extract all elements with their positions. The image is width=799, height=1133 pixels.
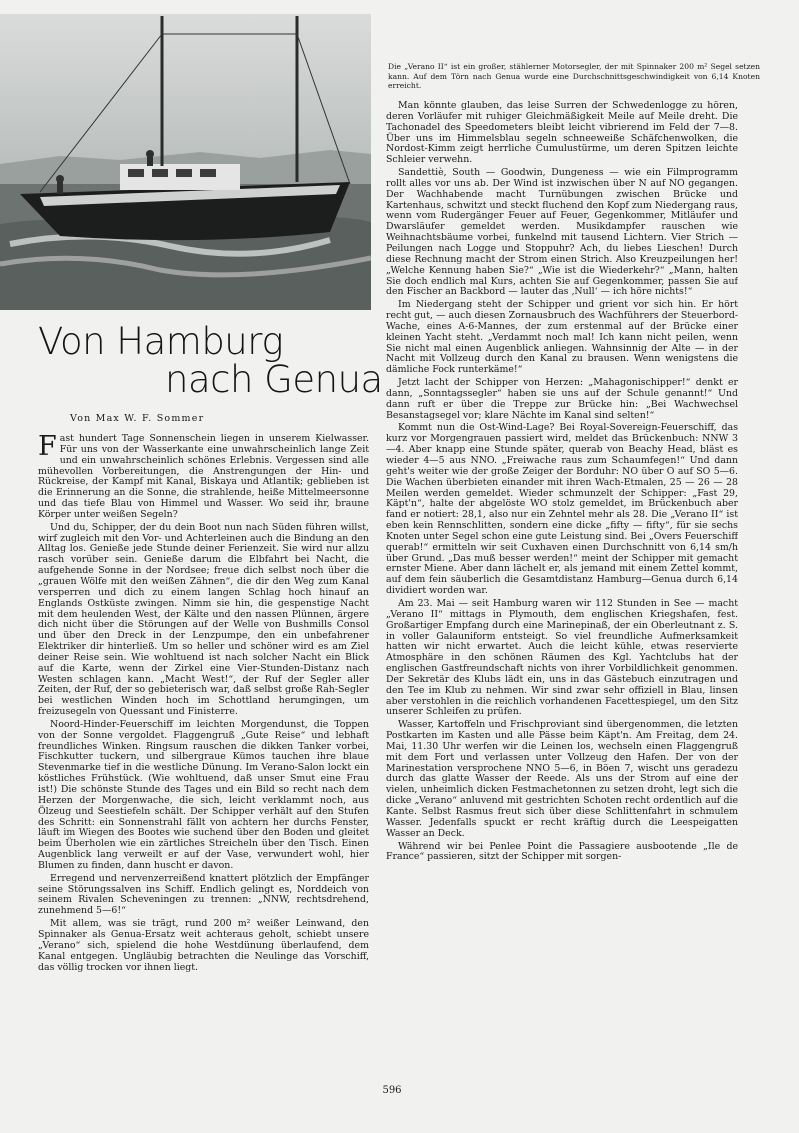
paragraph: Noord-Hinder-Feuerschiff im leichten Morgendunst, die Toppen von der Sonne vergoldet. Flaggengruß „Gute Reise“ und lebhaft freundliches Winken. Ringsum rauschen die dikken Tanker vorbei, Fischkutter tuckern, und silbergraue Kümos tauchen ihre blaue Stevenmarke tief in die westliche Dünung. Im Verano-Salon lockt ein köstliches Frühstück. (Wie wohltuend, daß unser Smut eine Frau ist!) Die schönste Stunde des Tages und ein Bild so recht nach dem Herzen der Morgenwache, die sich, leicht verklammt noch, aus Ölzeug und Seestiefeln schält. Der Schipper verhält auf den Stufen des Schritt: ein Sonnenstrahl fällt von achtern her durchs Fenster, läuft im Wiegen des Bootes wie suchend über den Boden und gleitet beim Überholen wie ein zärtliches Streicheln über den Tisch. Einen Augenblick lang verweilt er auf der Vase, verwundert wohl, hier Blumen zu finden, dann huscht er davon.: [38, 718, 369, 871]
paragraph: Fast hundert Tage Sonnenschein liegen in unserem Kielwasser. Für uns von der Wasserkante eine unwahrscheinlich lange Zeit und ein unwahrscheinlich schönes Erlebnis. Vergessen sind alle mühevollen Vorbereitungen, die Anstrengungen der Hin- und Rückreise, der Kampf mit Kanal, Biskaya und Atlantik; geblieben ist die Erinnerung an die Sonne, die strahlende, heiße Mittelmeersonne und das tiefe Blau von Himmel und Wasser. Wo seid ihr, braune Körper unter weißen Segeln?: [38, 434, 369, 520]
paragraph: Während wir bei Penlee Point die Passagiere ausbootende „Ile de France“ passieren, sitzt der Schipper mit sorgen-: [386, 840, 738, 863]
paragraph: Mit allem, was sie trägt, rund 200 m² weißer Leinwand, den Spinnaker als Genua-Ersatz weit achteraus geholt, schiebt unsere „Verano“ sich, spielend die hohe Westdünung überlaufend, dem Kanal entgegen. Ungläubig betrachten die Neulinge das Vorschiff, das völlig trocken vor ihnen liegt.: [38, 918, 369, 973]
paragraph: Am 23. Mai — seit Hamburg waren wir 112 Stunden in See — macht „Verano II“ mittags in Plymouth, dem englischen Kriegshafen, fest. Großartiger Empfang durch eine Marinepinaß, der ein Oberleutnant z. S. in voller Galauniform entsteigt. So viel freundliche Aufmerksamkeit hatten wir nicht erwartet. Auch die leicht kühle, etwas reservierte Atmosphäre in den schönen Räumen des Kgl. Yachtclubs hat der englischen Gastfreundschaft nichts von ihrer Vorbildlichkeit genommen. Der Sekretär des Klubs lädt ein, uns in das Gästebuch einzutragen und den Tee im Klub zu nehmen. Wir sind zwar sehr offiziell in Blau, linsen aber verstohlen in die reichlich vorhandenen Facettespiegel, um den Sitz unserer Schleifen zu prüfen.: [386, 597, 738, 718]
byline: Von Max W. F. Sommer: [70, 413, 205, 424]
left-column: [38, 434, 369, 1062]
article-title: [38, 320, 383, 403]
paragraph: Kommt nun die Ost-Wind-Lage? Bei Royal-Sovereign-Feuerschiff, das kurz vor Morgengrauen passiert wird, meldet das Brückenbuch: NNW 3—4. Aber knapp eine Stunde später, querab von Beachy Head, bläst es wieder 4—5 aus NNO. „Freiwache raus zum Schaumfegen!“ Und dann geht's weiter wie der große Zeiger der Borduhr: NO über O auf SO 5—6. Die Wachen überbieten einander mit ihren Wach-Etmalen, 25 — 26 — 28 Meilen werden gemeldet. Wieder schmunzelt der Schipper: „Fast 29, Käpt'n“, halte der abgelöste WO stolz gemeldet, im Brückenbuch aber fand er notiert: 28,1, also nur ein Zehntel mehr als 28. Die „Verano II“ ist eben kein Rennschlitten, sondern eine dicke „fifty — fifty“, für sie sechs Knoten unter Segel schon eine gute Leistung sind. Bei „Overs Feuerschiff querab!“ ermitteln wir seit Cuxhaven einen Durchschnitt von 6,14 sm/h über Grund. „Das muß besser werden!“ meint der Schipper mit gemacht ernster Miene. Aber dann lächelt er, als jemand mit einem Zettel kommt, auf dem fein säuberlich die Gesamtdistanz Hamburg—Genua durch 6,14 dividiert worden war.: [386, 422, 738, 597]
page-number: 596: [382, 1085, 402, 1096]
yacht-illustration: [0, 14, 371, 310]
right-column: [386, 101, 738, 1105]
paragraph: Jetzt lacht der Schipper von Herzen: „Mahagonischipper!“ denkt er dann, „Sonntagssegler“ haben sie uns auf der Schule genannt!“ Und dann ruft er über die Treppe zur Brücke hin: „Bei Wachwechsel Besanstagsegel vor; klare Nächte im Kanal sind selten!“: [386, 377, 738, 421]
paragraph: Sandettiè, South — Goodwin, Dungeness — wie ein Filmprogramm rollt alles vor uns ab. Der Wind ist inzwischen über N auf NO gegangen. Der Wachhabende macht Turnübungen zwischen Brücke und Kartenhaus, schwitzt und steckt fluchend den Kopf zum Niedergang raus, wenn vom Rudergänger Feuer auf Feuer, Gegenkommer, Mitläufer und Dwarsläufer gemeldet werden. Musikdampfer rauschen wie Weihnachtsbäume vorbei, funkelnd mit tausend Lichtern. Vier Strich — Peilungen nach Logge und Stoppuhr? Ach, du liebes Lieschen! Durch diese Rechnung macht der Strom einen Strich. Also Kreuzpeilungen her! „Welche Kennung haben Sie?“ „Wie ist die Wiederkehr?“ „Mann, halten Sie doch endlich mal Kurs, achten Sie auf Gegenkommer, passen Sie auf den Fischer an Backbord — lauter das ‚Null‘ — ich höre nichts!“: [386, 167, 738, 298]
title-line-2: nach Genua: [165, 358, 383, 401]
yacht-photo: [0, 14, 371, 310]
paragraph: Wasser, Kartoffeln und Frischproviant sind übergenommen, die letzten Postkarten im Kasten und alle Pässe beim Käpt'n. Am Freitag, dem 24. Mai, 11.30 Uhr werfen wir die Leinen los, wechseln einen Flaggengruß mit dem Fort und verlassen unter Vollzeug den Hafen. Der von der Marinestation versprochene NNO 5—6, in Böen 7, wischt uns geradezu durch das glatte Wasser der Reede. Als uns der Strom auf eine der vielen, unheimlich dicken Festmachetonnen zu setzen droht, legt sich die dicke „Verano“ anluvend mit gestrichten Schoten recht ordentlich auf die Kante. Selbst Rasmus freut sich über diese Schlittenfahrt in schmulem Wasser. Jedenfalls spuckt er recht kräftig durch die Leespeigatten Wasser an Deck.: [386, 719, 738, 839]
paragraph: Und du, Schipper, der du dein Boot nun nach Süden führen willst, wirf zugleich mit den Vor- und Achterleinen auch die Bindung an den Alltag los. Genieße jede Stunde deiner Ferienzeit. Sie wird nur allzu rasch vorüber sein. Genieße darum die Elbfahrt bei Nacht, die aufgehende Sonne in der Nordsee; freue dich selbst noch über die „grauen Wölfe mit den weißen Zähnen“, die dir den Weg zum Kanal versperren und dich zu einem langen Schlag hoch hinauf an Englands Ostküste zwingen. Nimm sie hin, die gespenstige Nacht mit dem heulenden West, der Kälte und den nassen Plünnen, ärgere dich nicht über die Störungen auf der Welle von Bushmills Consol und über den Dreck in der Lenzpumpe, den ein unbefahrener Elektriker dir hinterließ. Um so heller und schöner wird es am Ziel deiner Reise sein. Wie wohltuend ist nach solcher Nacht ein Blick auf die Karte, wenn der Zirkel eine Vier-Stunden-Distanz nach Westen schlagen kann. „Macht West!“, der Ruf der Segler aller Zeiten, der Ruf, der so gebieterisch war, daß selbst große Rah-Segler bei westlichen Winden hoch im Schottland herumgingen, um freizusegeln von Quessant und Finisterre.: [38, 521, 369, 718]
paragraph: Man könnte glauben, das leise Surren der Schwedenlogge zu hören, deren Vorläufer mit ruhiger Gleichmäßigkeit Meile auf Meile dreht. Die Tachonadel des Speedometers bleibt leicht vibrierend im Feld der 7—8. Über uns im Himmelsblau segeln schneeweiße Schäfchenwolken, die Nordost-Kimm zeigt herrliche Cumulustürme, um deren Spitzen leichte Schleier verwehn.: [386, 101, 738, 166]
title-line-1: Von Hamburg: [38, 320, 284, 363]
photo-caption: Die „Verano II“ ist ein großer, stählerner Motorsegler, der mit Spinnaker 200 m² Segel setzen kann. Auf dem Törn nach Genua wurde eine Durchschnittsgeschwindigkeit von 6,14 Knoten erreicht.: [388, 62, 760, 91]
paragraph: Erregend und nervenzerreißend knattert plötzlich der Empfänger seine Störungssalven ins Schiff. Endlich gelingt es, Norddeich von seinem Rivalen Scheveningen zu trennen: „NNW, rechtsdrehend, zunehmend 5—6!“: [38, 872, 369, 917]
paragraph: Im Niedergang steht der Schipper und grient vor sich hin. Er hört recht gut, — auch diesen Zornausbruch des Wachführers der Steuerbord-Wache, eines A-6-Mannes, der zum erstenmal auf der Brücke einer kleinen Yacht steht. „Verdammt noch mal! Ich kann nicht peilen, wenn Sie nicht mal einen Augenblick anliegen. Wahnsinnig der Alte — in der Nacht mit Vollzeug durch den Kanal zu brausen. Wenn wenigstens die dämliche Fock runterkäme!“: [386, 299, 738, 376]
